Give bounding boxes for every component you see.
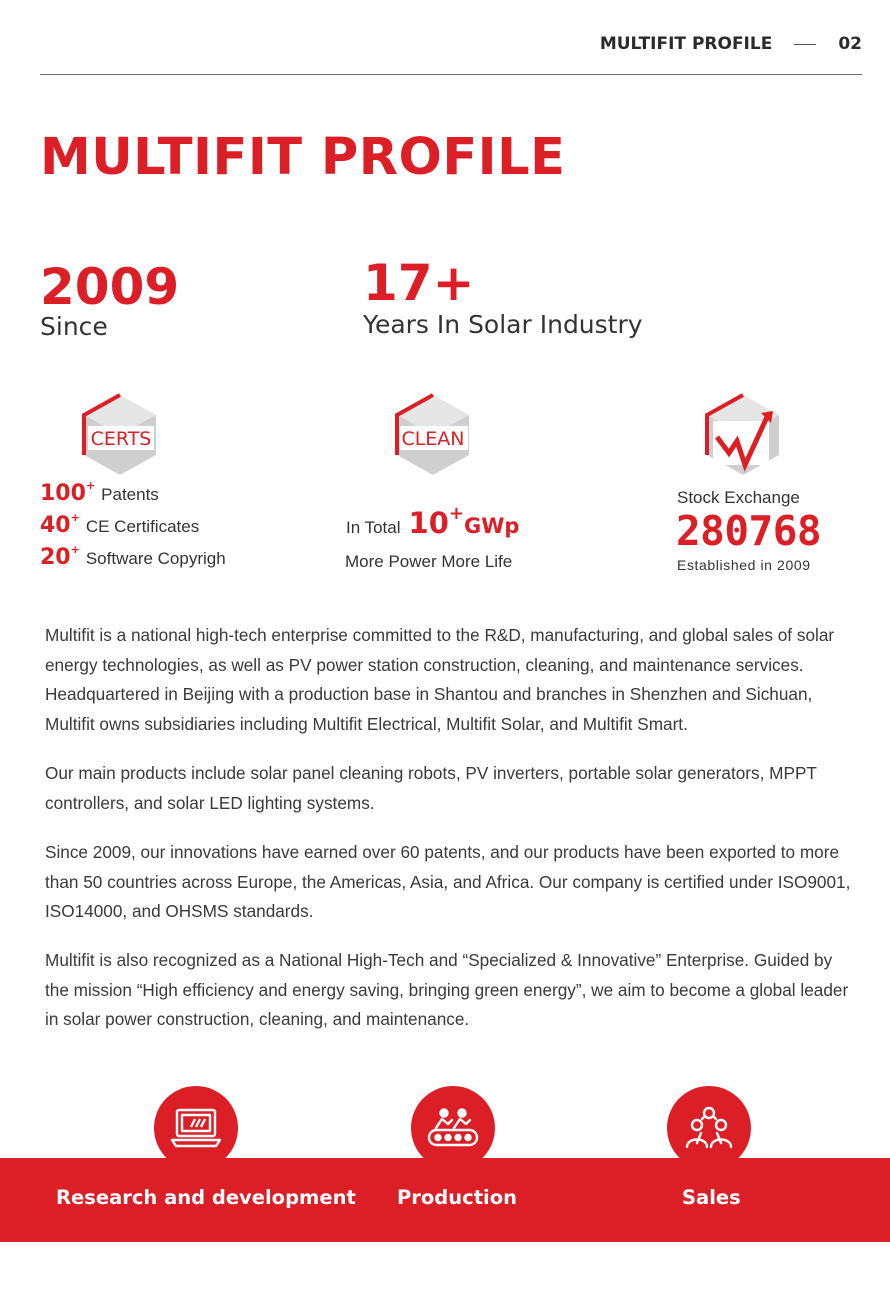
stat-software	[40, 545, 226, 570]
stat-ce-value: 40+	[40, 511, 80, 538]
paragraph-history: Since 2009, our innovations have earned over 60 patents, and our products have been exported to more than 50 countries across Europe, the Americas, Asia, and Africa. Our company is certified under ISO9001, ISO14000, and OHSMS standards.	[45, 842, 851, 921]
stat-patents-value: 100+	[40, 479, 96, 506]
stock-established: Established in 2009	[677, 557, 811, 573]
stat-ce	[40, 513, 199, 538]
clean-total	[346, 503, 520, 540]
clean-prefix: In Total	[346, 518, 401, 537]
stat-patents	[40, 481, 159, 506]
page-header	[600, 34, 862, 54]
clean-tagline: More Power More Life	[345, 552, 513, 571]
page-number: 02	[838, 34, 862, 54]
growth-chart-hex-icon	[701, 393, 785, 477]
page-title: MULTIFIT PROFILE	[40, 128, 566, 187]
stat-patents-label: Patents	[101, 485, 159, 504]
since-label: Since	[40, 312, 108, 341]
years-label: Years In Solar Industry	[363, 310, 643, 339]
clean-hex-icon	[391, 393, 475, 477]
conveyor-workers-icon	[411, 1086, 495, 1170]
clean-value: 10	[408, 506, 449, 540]
header-dash	[794, 44, 816, 45]
stat-software-label: Software Copyrigh	[85, 549, 226, 568]
paragraph-intro: Multifit is a national high-tech enterprise committed to the R&D, manufacturing, and global sales of solar energy technologies, as well as PV power station construction, cleaning, and maintenance services. Headquartered in Beijing with a production base in Shantou and branches in Shenzhen and Sichuan, Multifit owns subsidiaries including Multifit Electrical, Multifit Solar, and Multifit Smart.	[45, 625, 835, 734]
paragraph-mission: Multifit is also recognized as a National High-Tech and “Specialized & Innovative” Enterprise. Guided by the mission “High efficiency and energy saving, bringing green energy”, we aim to become a global leader in solar power construction, cleaning, and maintenance.	[45, 950, 849, 1029]
stock-label: Stock Exchange	[677, 488, 800, 507]
years-value: 17+	[363, 254, 475, 312]
paragraph-products: Our main products include solar panel cleaning robots, PV inverters, portable solar generators, MPPT controllers, and solar LED lighting systems.	[45, 763, 817, 813]
stock-code: 280768	[676, 507, 822, 555]
people-network-icon	[667, 1086, 751, 1170]
stat-software-value: 20+	[40, 543, 80, 570]
band-label-production: Production	[397, 1186, 517, 1209]
clean-sup: +	[448, 503, 464, 524]
clean-badge-text: CLEAN	[401, 428, 465, 450]
header-section-title: MULTIFIT PROFILE	[599, 34, 773, 54]
band-label-rnd: Research and development	[56, 1186, 356, 1209]
band-label-sales: Sales	[682, 1186, 741, 1209]
laptop-icon	[154, 1086, 238, 1170]
header-divider	[40, 74, 862, 75]
clean-unit: GWp	[463, 514, 520, 538]
stat-ce-label: CE Certificates	[85, 517, 200, 536]
certs-hex-icon	[78, 393, 162, 477]
certs-badge-text: CERTS	[90, 428, 152, 450]
since-year: 2009	[40, 258, 180, 316]
